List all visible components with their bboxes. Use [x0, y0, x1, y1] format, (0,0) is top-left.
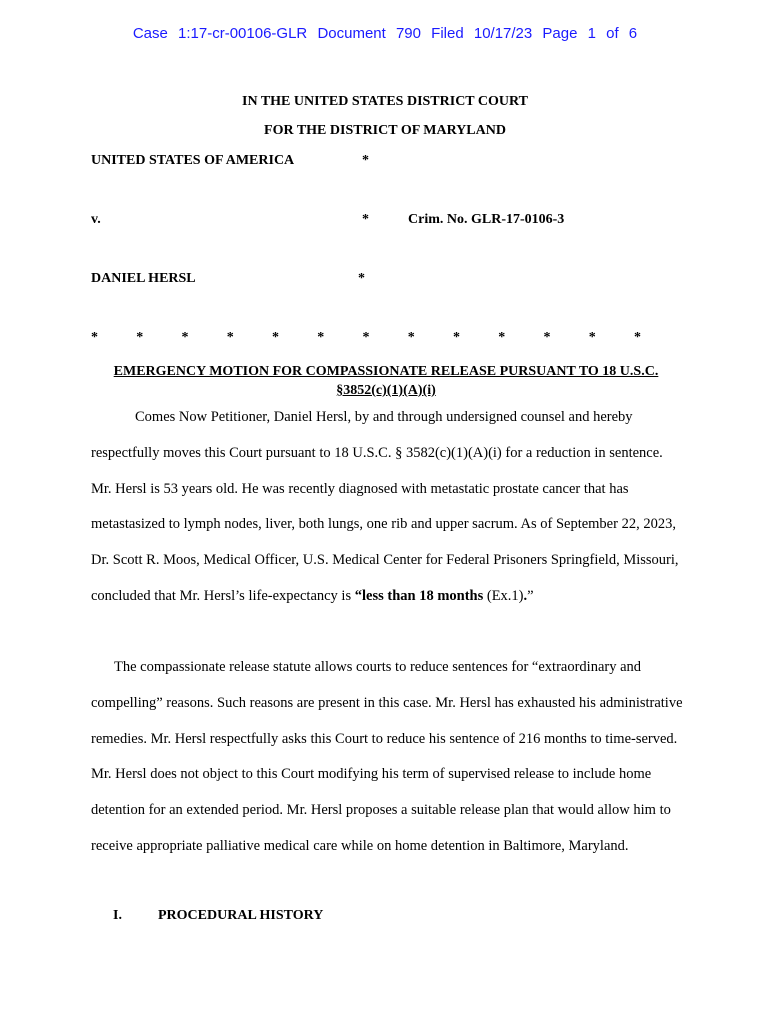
life-expectancy-quote: “less than 18 months [354, 587, 484, 604]
paragraph-statute: The compassionate release statute allows courts to reduce sentences for “extraordinary and compelling” reasons. Such reasons are present in this case. Mr. Hersl has exhausted his administrative remedies. Mr. Hersl respectfully asks this Court to reduce his sentence of 216 months to time-served. Mr. Hersl does not object to this Court modifying his term of supervised release to include home detention for an extended period. Mr. Hersl proposes a suitable release plan that would allow him to receive appropriate palliative medical care while on home detention in Baltimore, Maryland. [91, 659, 683, 854]
versus-label: v. [91, 212, 101, 227]
divider-star: * [226, 330, 234, 345]
divider-star: * [272, 330, 279, 345]
paragraph-intro-text: Comes Now Petitioner, Daniel Hersl, by and through undersigned counsel and hereby respectfully moves this Court pursuant to 18 U.S.C. § 3582(c)(1)(A)(i) for a reduction in sentence. Mr. Hersl is 53 years old. He was recently diagnosed with metastatic prostate cancer that has metastasized to lymph nodes, liver, both lungs, one rib and upper sacrum. As of September 22, 2023, Dr. Scott R. Moos, Medical Officer, U.S. Medical Center for Federal Prisoners Springfield, Missouri, concluded that Mr. Hersl’s life-expectancy is [91, 409, 679, 604]
caption-star: * [358, 271, 365, 286]
divider-star: * [543, 330, 551, 345]
filing-header [0, 25, 770, 42]
divider-star: * [362, 330, 370, 345]
paragraph-intro [91, 400, 686, 615]
section-heading [113, 908, 323, 924]
caption-star: * [362, 212, 369, 227]
divider-star: * [407, 330, 415, 345]
defendant-name: DANIEL HERSL [91, 271, 196, 286]
exhibit-reference: (Ex.1) [483, 587, 524, 604]
section-number: I. [113, 908, 122, 923]
divider-star: * [588, 330, 596, 345]
motion-title-line1: EMERGENCY MOTION FOR COMPASSIONATE RELEASE PURSUANT TO 18 U.S.C. [113, 364, 659, 379]
document-number: Document 790 [317, 25, 421, 42]
divider-star: * [317, 330, 325, 345]
divider-star: * [136, 330, 144, 345]
divider-star: * [91, 330, 98, 345]
closing-quote: ” [527, 587, 534, 604]
filed-date: Filed 10/17/23 [431, 25, 533, 42]
plaintiff-name: UNITED STATES OF AMERICA [91, 153, 295, 168]
criminal-number: Crim. No. GLR-17-0106-3 [408, 212, 565, 227]
period-mark: . [523, 587, 528, 604]
caption-divider [91, 330, 641, 346]
caption-star: * [362, 153, 369, 168]
section-title: PROCEDURAL HISTORY [158, 908, 324, 923]
motion-title [91, 362, 681, 400]
page-indicator: Page 1 of 6 [542, 25, 638, 42]
divider-star: * [634, 330, 641, 345]
motion-title-line2: §3852(c)(1)(A)(i) [336, 383, 436, 398]
case-number: Case 1:17-cr-00106-GLR [132, 25, 308, 42]
divider-star: * [181, 330, 189, 345]
court-name: IN THE UNITED STATES DISTRICT COURT [242, 94, 528, 109]
divider-star: * [498, 330, 506, 345]
divider-star: * [453, 330, 460, 345]
court-district: FOR THE DISTRICT OF MARYLAND [264, 123, 506, 138]
